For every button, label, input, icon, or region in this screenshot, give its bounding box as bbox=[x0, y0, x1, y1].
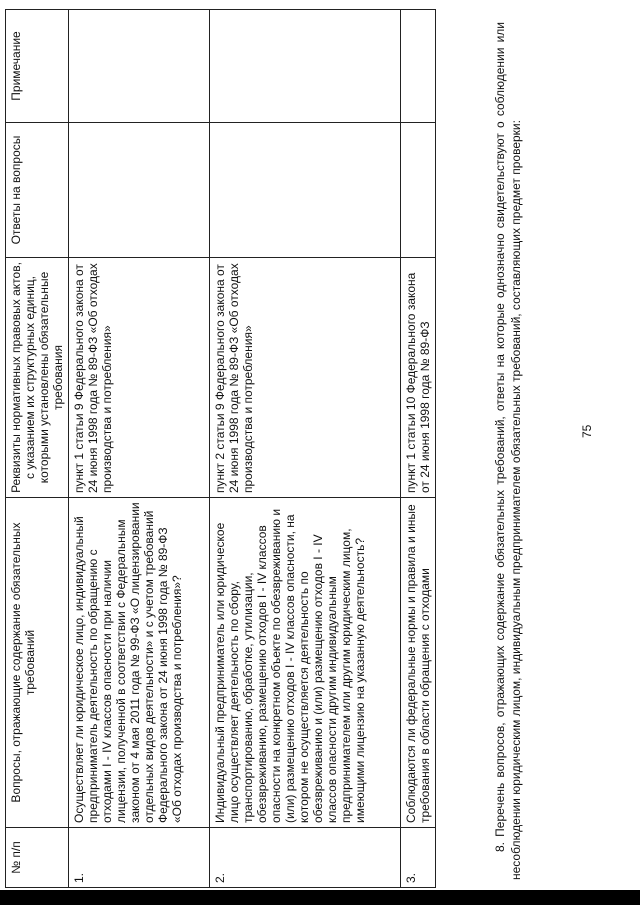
row-answers bbox=[210, 123, 401, 258]
intro-paragraph bbox=[492, 22, 524, 880]
row-question: Соблюдаются ли федеральные нормы и правила и иные требования в области обращения с отходами bbox=[401, 498, 436, 828]
header-num: № п/п bbox=[6, 828, 69, 888]
row-answers bbox=[69, 123, 210, 258]
row-num: 2. bbox=[210, 828, 401, 888]
row-requisites: пункт 2 статьи 9 Федерального закона от 24 июня 1998 года № 89-ФЗ «Об отходах производства и потребления» bbox=[210, 258, 401, 498]
row-question: Осуществляет ли юридическое лицо, индивидуальный предприниматель деятельность по обращению с отходами I - IV классов опасности при наличии лицензии, полученной в соответствии с Федеральным законом от 4 мая 2011 года № 99-ФЗ «О лицензировании отдельных видов деятельности» и с учетом требований Федерального закона от 24 июня 1998 года № 89-ФЗ «Об отходах производства и потребления»? bbox=[69, 498, 210, 828]
row-num: 3. bbox=[401, 828, 436, 888]
row-note bbox=[210, 10, 401, 123]
scan-bottom-edge bbox=[0, 890, 640, 905]
row-num: 1. bbox=[69, 828, 210, 888]
header-answers: Ответы на вопросы bbox=[6, 123, 69, 258]
row-requisites: пункт 1 статьи 9 Федерального закона от 24 июня 1998 года № 89-ФЗ «Об отходах производства и потребления» bbox=[69, 258, 210, 498]
requirements-table bbox=[5, 9, 436, 888]
header-note: Примечание bbox=[6, 10, 69, 123]
table-header-row bbox=[6, 10, 69, 888]
row-note bbox=[69, 10, 210, 123]
row-question: Индивидуальный предприниматель или юридическое лицо осуществляет деятельность по сбору, транспортированию, обработке, утилизации, обезвреживанию, размещению отходов I - IV классов опасности на конкретном объекте по обезвреживанию и (или) размещению отходов I - IV классов опасности, на котором не осуществляется деятельность по обезвреживанию и (или) размещению отходов I - IV классов опасности другим индивидуальным предпринимателем или другим юридическим лицом, имеющими лицензию на указанную деятельность? bbox=[210, 498, 401, 828]
table-row bbox=[210, 10, 401, 888]
header-requisites: Реквизиты нормативных правовых актов, с указанием их структурных единиц, которыми установлены обязательные требования bbox=[6, 258, 69, 498]
table-row bbox=[69, 10, 210, 888]
header-question: Вопросы, отражающие содержание обязательных требований bbox=[6, 498, 69, 828]
row-requisites: пункт 1 статьи 10 Федерального закона от 24 июня 1998 года № 89-ФЗ bbox=[401, 258, 436, 498]
rotated-page bbox=[0, 8, 615, 888]
page-number: 75 bbox=[580, 424, 594, 438]
row-answers bbox=[401, 123, 436, 258]
table-row bbox=[401, 10, 436, 888]
intro-text: 8. Перечень вопросов, отражающих содержание обязательных требований, ответы на которые однозначно свидетельствуют о соблюдении или несоблюдении юридическим лицом, индивидуальным предпринимателем обязательных требований, составляющих предмет проверки: bbox=[493, 22, 523, 880]
row-note bbox=[401, 10, 436, 123]
